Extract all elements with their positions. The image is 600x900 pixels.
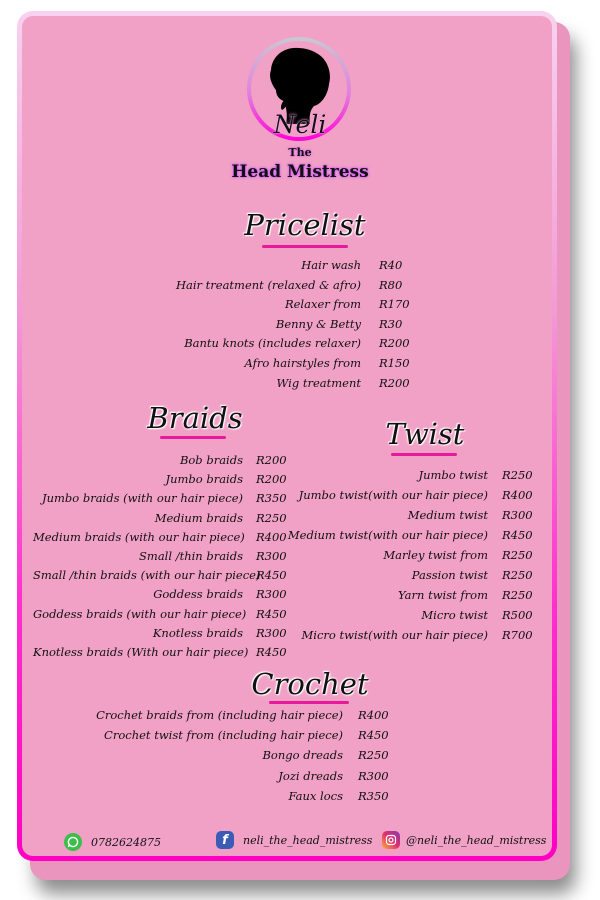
menu-item-row (278, 626, 533, 646)
menu-item-price: R300 (256, 549, 287, 563)
menu-item-name: Marley twist from (383, 548, 488, 562)
menu-item-price: R250 (502, 568, 533, 582)
menu-item-row (33, 624, 287, 644)
instagram-handle: @neli_the_head_mistress (406, 833, 547, 847)
menu-item-name: Hair wash (301, 258, 361, 272)
instagram-contact[interactable] (382, 831, 546, 849)
menu-item-price: R200 (256, 453, 287, 467)
menu-item-price: R250 (502, 588, 533, 602)
menu-item-name: Bongo dreads (262, 748, 343, 763)
menu-item-name: Wig treatment (276, 375, 361, 390)
menu-item-name: Micro twist (421, 608, 488, 622)
menu-item-row (278, 526, 533, 546)
brand-subtitle: Head Mistress (231, 162, 369, 182)
menu-item-name: Medium braids (154, 510, 243, 525)
menu-item-row (33, 489, 287, 509)
menu-item-name: Jumbo braids (165, 472, 243, 487)
menu-item-price: R300 (502, 508, 533, 522)
menu-item-row (33, 451, 287, 471)
menu-item-row (93, 706, 389, 726)
pricelist-heading: Pricelist (244, 208, 366, 242)
brand-name: Neli (273, 110, 327, 139)
facebook-handle: neli_the_head_mistress (243, 833, 373, 847)
menu-item-price: R300 (256, 625, 287, 640)
menu-item-row (33, 470, 287, 490)
menu-item-row (33, 509, 287, 529)
menu-item-name: Medium twist (407, 508, 488, 522)
crochet-heading: Crochet (251, 667, 369, 701)
menu-item-name: Crochet braids from (including hair piece) (96, 708, 343, 722)
menu-item-row (278, 486, 533, 506)
menu-item-price: R450 (256, 645, 287, 659)
menu-item-price: R250 (502, 548, 533, 562)
menu-item-row (33, 566, 287, 586)
menu-item-price: R450 (358, 728, 389, 743)
menu-item-price: R80 (379, 277, 403, 292)
menu-item-row (131, 295, 410, 315)
menu-item-price: R350 (358, 788, 389, 803)
menu-item-name: Goddess braids (153, 587, 243, 602)
braids-heading: Braids (147, 401, 243, 435)
menu-item-price: R400 (256, 529, 287, 544)
menu-item-price: R350 (256, 491, 287, 506)
menu-item-name: Knotless braids (152, 625, 243, 640)
menu-item-price: R40 (379, 258, 403, 272)
menu-item-name: Jumbo twist (418, 468, 488, 482)
menu-item-name: Hair treatment (relaxed & afro) (175, 277, 361, 292)
menu-item-price: R700 (502, 628, 533, 642)
whatsapp-number: 0782624875 (91, 835, 161, 849)
menu-item-row (93, 746, 389, 766)
menu-item-price: R500 (502, 608, 533, 622)
menu-item-row (278, 586, 533, 606)
menu-item-name: Medium twist(with our hair piece) (287, 528, 488, 542)
menu-item-row (33, 528, 287, 548)
menu-item-name: Jumbo braids (with our hair piece) (41, 491, 243, 506)
menu-item-name: Yarn twist from (397, 588, 488, 602)
menu-item-name: Jumbo twist(with our hair piece) (298, 488, 488, 502)
braids-underline (160, 436, 226, 439)
menu-item-name: Crochet twist from (including hair piece) (104, 728, 343, 743)
menu-item-name: Small /thin braids (139, 549, 243, 563)
instagram-icon (382, 831, 400, 849)
menu-item-row (278, 566, 533, 586)
menu-item-name: Bantu knots (includes relaxer) (184, 336, 361, 351)
menu-item-price: R150 (379, 356, 410, 370)
menu-item-row (278, 606, 533, 626)
menu-item-price: R450 (256, 606, 287, 621)
menu-item-name: Faux locs (288, 788, 343, 803)
whatsapp-icon (64, 833, 82, 851)
menu-item-price: R250 (502, 468, 533, 482)
menu-item-name: Bob braids (179, 453, 243, 467)
menu-item-name: Passion twist (411, 568, 488, 582)
menu-item-name: Knotless braids (With our hair piece) (33, 645, 249, 659)
menu-item-name: Medium braids (with our hair piece) (33, 529, 245, 544)
menu-item-row (33, 605, 287, 625)
pricelist-underline (262, 245, 348, 248)
menu-item-price: R30 (379, 316, 403, 331)
twist-heading: Twist (385, 417, 465, 451)
menu-item-name: Relaxer from (284, 297, 361, 312)
menu-item-row (131, 276, 402, 296)
menu-item-price: R450 (502, 528, 533, 542)
menu-item-row (278, 546, 533, 566)
menu-item-price: R450 (256, 568, 287, 583)
menu-item-price: R400 (358, 708, 389, 722)
menu-item-name: Jozi dreads (278, 768, 343, 783)
menu-item-price: R200 (256, 472, 287, 487)
menu-item-row (33, 585, 287, 605)
menu-item-row (93, 767, 389, 787)
menu-item-row (278, 466, 533, 486)
twist-underline (391, 453, 457, 456)
facebook-contact[interactable] (216, 831, 372, 849)
menu-item-price: R300 (358, 768, 389, 783)
menu-item-row (33, 547, 287, 567)
menu-item-row (33, 643, 287, 663)
menu-item-row (93, 726, 389, 746)
menu-item-row (131, 354, 410, 374)
menu-item-price: R250 (358, 748, 389, 763)
menu-item-row (93, 787, 389, 807)
menu-item-row (278, 506, 533, 526)
menu-item-price: R300 (256, 587, 287, 602)
facebook-icon: f (216, 831, 234, 849)
menu-item-price: R250 (256, 510, 287, 525)
menu-item-name: Benny & Betty (275, 316, 361, 331)
menu-item-name: Micro twist(with our hair piece) (301, 628, 488, 642)
menu-item-price: R170 (379, 297, 410, 312)
brand-the: The (288, 146, 312, 159)
menu-item-name: Small /thin braids (with our hair piece) (33, 568, 261, 583)
menu-item-row (131, 334, 410, 354)
whatsapp-contact[interactable] (64, 833, 161, 851)
menu-item-row (131, 256, 402, 276)
menu-item-price: R400 (502, 488, 533, 502)
menu-item-name: Goddess braids (with our hair piece) (33, 606, 247, 621)
menu-item-name: Afro hairstyles from (244, 356, 361, 370)
menu-item-row (131, 374, 410, 394)
menu-item-row (131, 315, 402, 335)
crochet-underline (269, 701, 349, 704)
menu-item-price: R200 (379, 375, 410, 390)
menu-item-price: R200 (379, 336, 410, 351)
